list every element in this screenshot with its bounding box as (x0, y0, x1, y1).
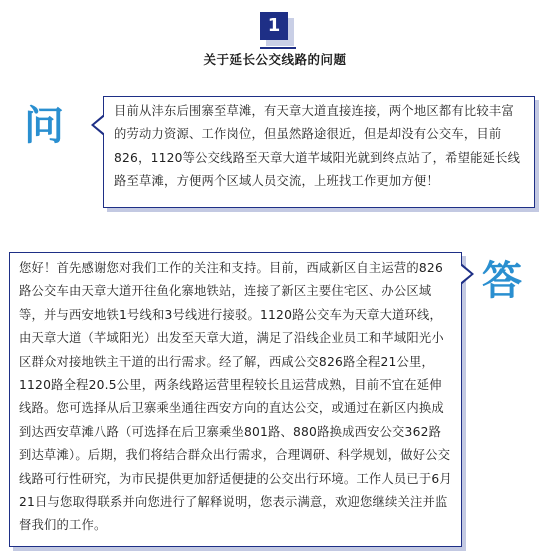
question-bubble (103, 96, 535, 208)
answer-bubble-tail-inner (460, 265, 471, 283)
question-icon: 问 (24, 103, 64, 149)
question-text: 目前从沣东后围寨至草滩，有天章大道直接连接，两个地区都有比较丰富的劳动力资源、工作岗位，但虽然路途很近，但是却没有公交车，目前826，1120等公交线路至天章大道芊域阳光就到终点站了，希望能延长线路至草滩，方便两个区域人员交流，上班找工作更加方便！ (114, 104, 521, 189)
section-number-badge (260, 12, 296, 48)
answer-bubble (9, 252, 462, 547)
section-number: 1 (260, 12, 288, 40)
question-bubble-tail-inner (94, 116, 105, 134)
page-title: 关于延长公交线路的问题 (203, 52, 347, 67)
badge-underline (260, 47, 296, 49)
answer-icon: 答 (482, 258, 522, 304)
answer-text: 您好！首先感谢您对我们工作的关注和支持。目前，西咸新区自主运营的826路公交车由天章大道开往鱼化寨地铁站，连接了新区主要住宅区、办公区域等，并与西安地铁1号线和3号线进行接驳。1120路公交车为天章大道环线，由天章大道（芊域阳光）出发至天章大道，满足了沿线企业员工和芊域阳光小区群众对接地铁主干道的出行需求。经了解，西咸公交826路全程21公里，1120路全程20.5公里，两条线路运营里程较长且运营成熟，目前不宜在延伸线路。您可选择从后卫寨乘坐通往西安方向的直达公交，或通过在新区内换成到达西安草滩八路（可选择在后卫寨乘坐801路、880路换成西安公交362路到达草滩）。后期，我们将结合群众出行需求，合理调研、科学规划，做好公交线路可行性研究，为市民提供更加舒适便捷的公交出行环境。工作人员已于6月21日与您取得联系并向您进行了解释说明，您表示满意，欢迎您继续关注并监督我们的工作。 (19, 261, 452, 533)
